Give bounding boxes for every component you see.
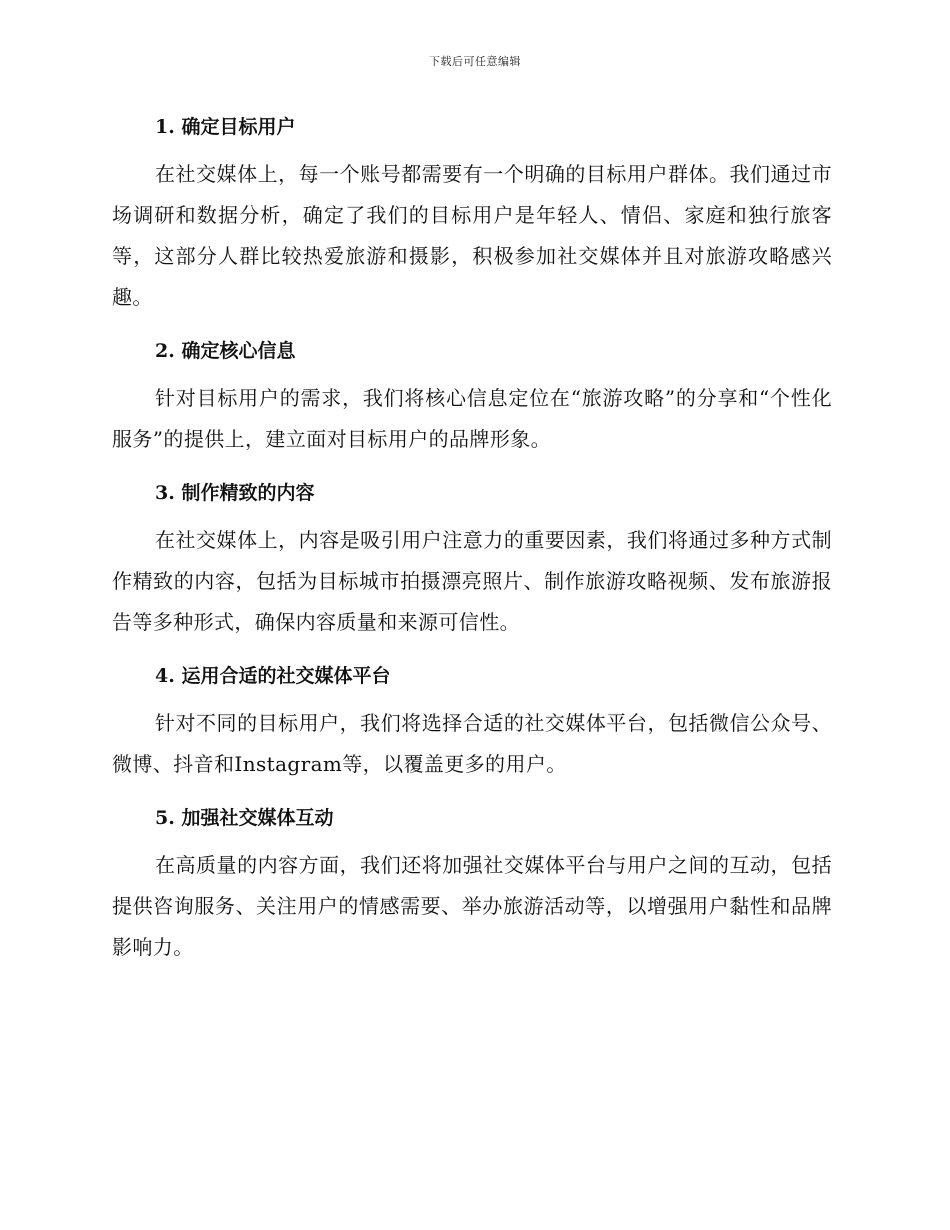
section-heading: 5. 加强社交媒体互动 [155,807,334,829]
section-heading: 2. 确定核心信息 [155,340,296,362]
section-paragraph: 在高质量的内容方面，我们还将加强社交媒体平台与用户之间的互动，包括提供咨询服务、关注用户的情感需要、举办旅游活动等，以增强用户黏性和品牌影响力。 [112,853,832,959]
section-paragraph: 在社交媒体上，内容是吸引用户注意力的重要因素，我们将通过多种方式制作精致的内容，包括为目标城市拍摄漂亮照片、制作旅游攻略视频、发布旅游报告等多种形式，确保内容质量和来源可信性。 [112,528,832,634]
section-core-message [112,334,832,460]
section-content-production [112,476,832,643]
document-content [112,110,832,984]
section-interaction [112,801,832,968]
section-heading: 1. 确定目标用户 [155,116,296,138]
section-target-users [112,110,832,318]
section-heading: 4. 运用合适的社交媒体平台 [155,665,391,687]
page-header: 下载后可任意编辑 [429,55,521,68]
section-paragraph: 针对不同的目标用户，我们将选择合适的社交媒体平台，包括微信公众号、微博、抖音和Instagram等，以覆盖更多的用户。 [112,711,832,776]
section-paragraph: 在社交媒体上，每一个账号都需要有一个明确的目标用户群体。我们通过市场调研和数据分析，确定了我们的目标用户是年轻人、情侣、家庭和独行旅客等，这部分人群比较热爱旅游和摄影，积极参加社交媒体并且对旅游攻略感兴趣。 [112,162,832,309]
section-platforms [112,659,832,785]
section-paragraph: 针对目标用户的需求，我们将核心信息定位在“旅游攻略”的分享和“个性化服务”的提供上，建立面对目标用户的品牌形象。 [112,386,832,451]
section-heading: 3. 制作精致的内容 [155,482,315,504]
